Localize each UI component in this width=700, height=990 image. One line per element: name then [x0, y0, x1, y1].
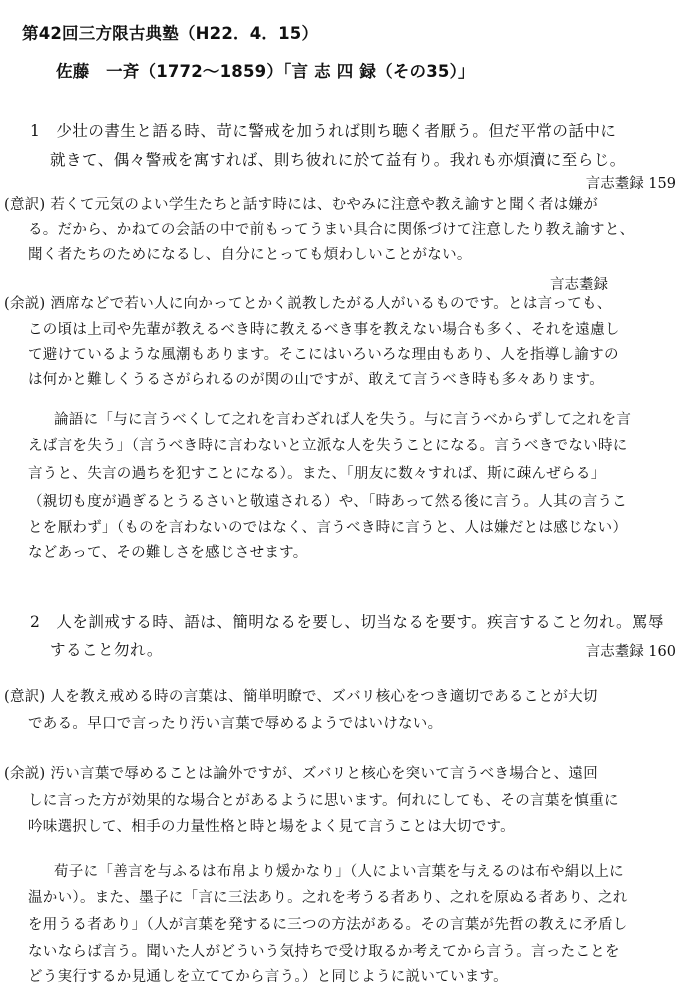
s1-rongo-line: 言うと、失言の過ちを犯すことになる）。また、「朋友に数々すれば、斯に疎んぜらる」 — [28, 466, 606, 482]
s1-text-line: 1 少壮の書生と語る時、苛に警戒を加うれば則ち聴く者厭う。但だ平常の話中に — [30, 122, 617, 140]
s1-yosetsu-line: て避けているような風潮もあります。そこにはいろいろな理由もあり、人を指導し諭すの — [28, 347, 619, 363]
s1-yakushaku-line: (意訳) 若くて元気のよい学生たちと話す時には、むやみに注意や教え諭すと聞く者は嫌が — [4, 197, 599, 213]
page-title: 第42回三方限古典塾（H22．4．15） — [22, 24, 319, 43]
s1-rongo-line: とを厭わず」（ものを言わないのではなく、言うべき時に言うと、人は嫌だとは感じない） — [28, 520, 628, 536]
s1-yosetsu-line: この頃は上司や先輩が教えるべき時に教えるべき事を教えない場合も多く、それを遠慮し — [28, 322, 620, 338]
s1-yakushaku-line: る。だから、かねての会話の中で前もってうまい具合に関係づけて注意したり教え諭すと、 — [28, 222, 635, 238]
s1-rongo-line: などあって、その難しさを感じさせます。 — [28, 545, 308, 561]
s1-rongo-line: 論語に「与に言うべくして之れを言わざれば人を失う。与に言うべからずして之れを言 — [54, 412, 632, 428]
s2-source-ref: 言志耋録 160 — [585, 644, 676, 660]
page-subtitle: 佐藤 一斉（1772～1859）「言 志 四 録（その35）」 — [56, 62, 475, 81]
s2-yakushaku-line: である。早口で言ったり汚い言葉で辱めるようではいけない。 — [28, 716, 443, 732]
s2-junshi-line: を用うる者あり」（人が言葉を発するに三つの方法がある。その言葉が先哲の教えに矛盾し — [28, 917, 628, 933]
s2-text-line: すること勿れ。 — [50, 641, 163, 659]
s1-rongo-line: えば言を失う」（言うべき時に言わないと立派な人を失うことになる。言うべきでない時に — [28, 438, 628, 454]
s1-rongo-line: （親切も度が過ぎるとうるさいと敬遠される）や、「時あって然る後に言う。人其の言うこ — [28, 494, 628, 510]
s2-yosetsu-line: 吟味選択して、相手の力量性格と時と場をよく見て言うことは大切です。 — [28, 819, 515, 835]
s1-yakushaku-ref: 言志耋録 — [550, 277, 608, 293]
s2-junshi-line: どう実行するか見通しを立ててから言う。）と同じように説いています。 — [28, 969, 508, 985]
s2-text-line: 2 人を訓戒する時、語は、簡明なるを要し、切当なるを要す。疾言すること勿れ。罵辱 — [30, 613, 665, 631]
s1-yakushaku-line: 聞く者たちのためになるし、自分にとっても煩わしいことがない。 — [28, 247, 472, 263]
s2-junshi-line: 温かい）。また、墨子に「言に三法あり。之れを考うる者あり、之れを原ぬる者あり、之れ — [28, 890, 628, 906]
s1-text-line: 就きて、偶々警戒を寓すれば、則ち彼れに於て益有り。我れも亦煩瀆に至らじ。 — [50, 151, 626, 169]
s1-yosetsu-line: は何かと難しくうるさがられるのが関の山ですが、敢えて言うべき時も多々あります。 — [28, 372, 605, 388]
s2-yosetsu-line: しに言った方が効果的な場合とがあるように思います。何れにしても、その言葉を慎重に — [28, 793, 619, 809]
s2-yosetsu-line: (余説) 汚い言葉で辱めることは論外ですが、ズバリと核心を突いて言うべき場合と、遠回 — [4, 766, 599, 782]
s2-junshi-line: ないならば言う。聞いた人がどういう気持ちで受け取るか考えてから言う。言ったことを — [28, 944, 620, 960]
s2-junshi-line: 荀子に「善言を与ふるは布帛より煖かなり」（人によい言葉を与えるのは布や絹以上に — [54, 864, 624, 880]
s1-source-ref: 言志耋録 159 — [585, 176, 676, 192]
s1-yosetsu-line: (余説) 酒席などで若い人に向かってとかく説教したがる人がいるものです。とは言っても、 — [4, 296, 612, 312]
s2-yakushaku-line: (意訳) 人を教え戒める時の言葉は、簡単明瞭で、ズバリ核心をつき適切であることが大切 — [4, 689, 598, 705]
